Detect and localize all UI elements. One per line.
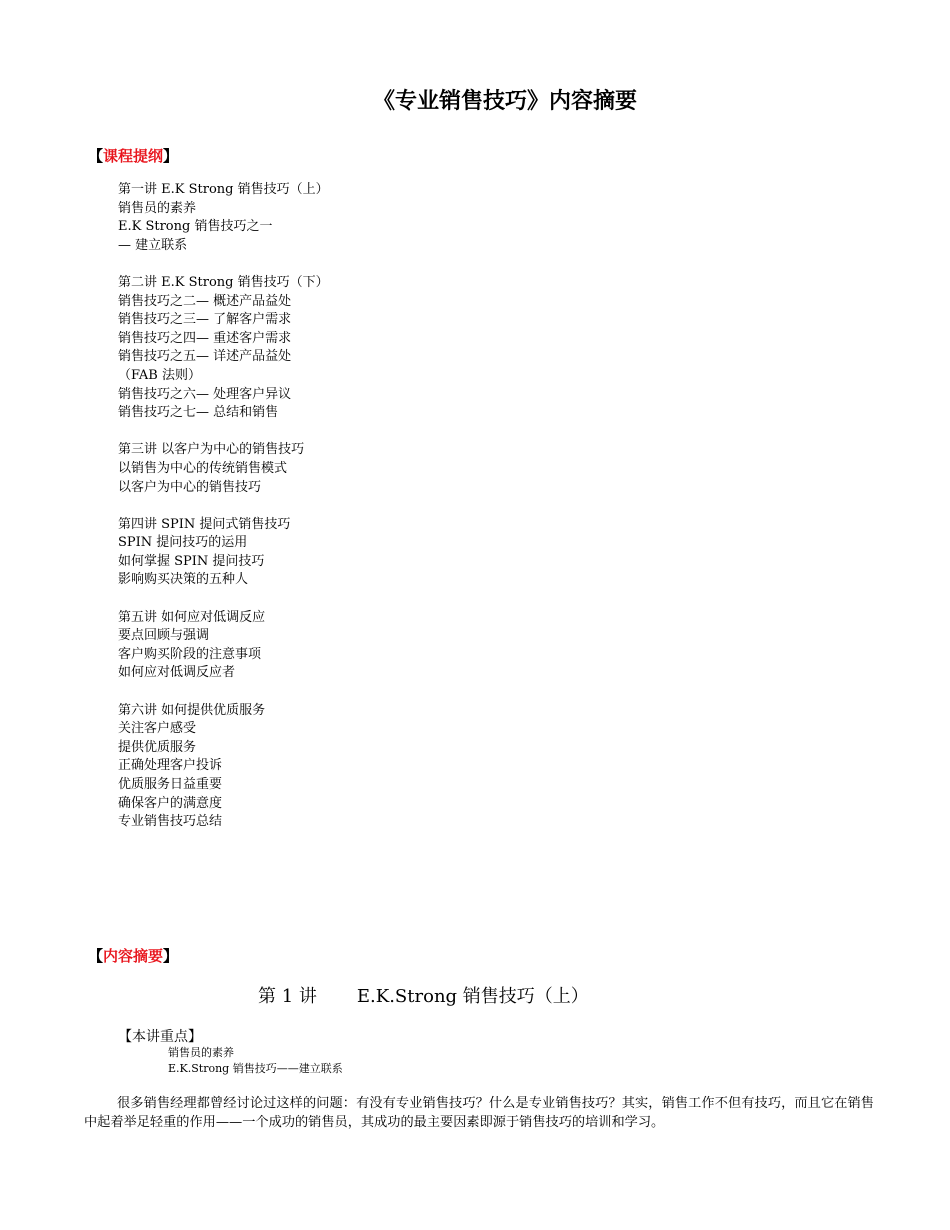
outline-group xyxy=(118,609,329,683)
lecture-heading: 第六讲 如何提供优质服务 xyxy=(118,702,266,718)
bracket-close: 】 xyxy=(163,147,179,165)
outline-line: — 建立联系 xyxy=(118,237,188,253)
outline-line: 专业销售技巧总结 xyxy=(118,814,223,830)
outline-line: 销售技巧之三— 了解客户需求 xyxy=(118,312,292,328)
outline-line: 关注客户感受 xyxy=(118,721,197,737)
lecture-heading: 第四讲 SPIN 提问式销售技巧 xyxy=(118,516,291,532)
outline-line: 销售技巧之二— 概述产品益处 xyxy=(118,293,292,309)
outline-line: 销售员的素养 xyxy=(118,200,197,216)
lecture-heading: 第一讲 E.K Strong 销售技巧（上） xyxy=(118,182,329,197)
outline-line: 以客户为中心的销售技巧 xyxy=(118,479,262,495)
key-point-item: E.K.Strong 销售技巧——建立联系 xyxy=(168,1062,343,1075)
outline-line: 销售技巧之六— 处理客户异议 xyxy=(118,386,292,402)
outline-group xyxy=(118,702,329,832)
bracket-close: 】 xyxy=(163,947,179,965)
lecture-title xyxy=(258,982,589,1008)
document-title: 《专业销售技巧》内容摘要 xyxy=(372,89,637,114)
outline-line: 如何应对低调反应者 xyxy=(118,665,236,681)
outline-line: 优质服务日益重要 xyxy=(118,777,223,792)
outline-line: （FAB 法则） xyxy=(118,367,201,383)
intro-paragraph: 很多销售经理都曾经讨论过这样的问题：有没有专业销售技巧？什么是专业销售技巧？其实，销售工作不但有技巧，而且它在销售中起着举足轻重的作用——一个成功的销售员，其成功的最主要因素即源于销售技巧的培训和学习。 xyxy=(84,1096,874,1130)
outline-group xyxy=(118,516,329,590)
outline-line: 确保客户的满意度 xyxy=(118,795,223,811)
key-points-list xyxy=(168,1045,343,1077)
outline-group xyxy=(118,441,329,497)
lecture-heading: 第三讲 以客户为中心的销售技巧 xyxy=(118,442,305,458)
outline-line: E.K Strong 销售技巧之一 xyxy=(118,219,273,235)
bracket-open: 【 xyxy=(88,147,104,165)
outline-line: 客户购买阶段的注意事项 xyxy=(118,646,262,662)
course-outline xyxy=(118,181,329,850)
outline-line: 要点回顾与强调 xyxy=(118,628,210,644)
bracket-open: 【 xyxy=(88,947,104,965)
outline-section-heading xyxy=(88,145,178,166)
outline-line: 以销售为中心的传统销售模式 xyxy=(118,460,288,476)
outline-section-label: 课程提纲 xyxy=(103,147,164,165)
outline-line: 销售技巧之五— 详述产品益处 xyxy=(118,349,292,365)
outline-line: 正确处理客户投诉 xyxy=(118,758,223,774)
key-point-item: 销售员的素养 xyxy=(168,1046,234,1059)
lecture-name: E.K.Strong 销售技巧（上） xyxy=(356,986,589,1007)
lecture-number: 第 1 讲 xyxy=(258,986,317,1007)
outline-line: 提供优质服务 xyxy=(118,739,197,755)
outline-line: 销售技巧之四— 重述客户需求 xyxy=(118,330,292,346)
lecture-heading: 第二讲 E.K Strong 销售技巧（下） xyxy=(118,274,329,290)
outline-line: 销售技巧之七— 总结和销售 xyxy=(118,405,279,421)
summary-section-heading xyxy=(88,945,178,966)
summary-section-label: 内容摘要 xyxy=(103,947,164,965)
outline-group xyxy=(118,181,329,255)
outline-line: SPIN 提问技巧的运用 xyxy=(118,535,248,551)
lecture-heading: 第五讲 如何应对低调反应 xyxy=(118,609,266,625)
key-points-heading: 【本讲重点】 xyxy=(118,1029,202,1045)
outline-group xyxy=(118,274,329,423)
outline-line: 如何掌握 SPIN 提问技巧 xyxy=(118,553,265,569)
outline-line: 影响购买决策的五种人 xyxy=(118,572,249,588)
